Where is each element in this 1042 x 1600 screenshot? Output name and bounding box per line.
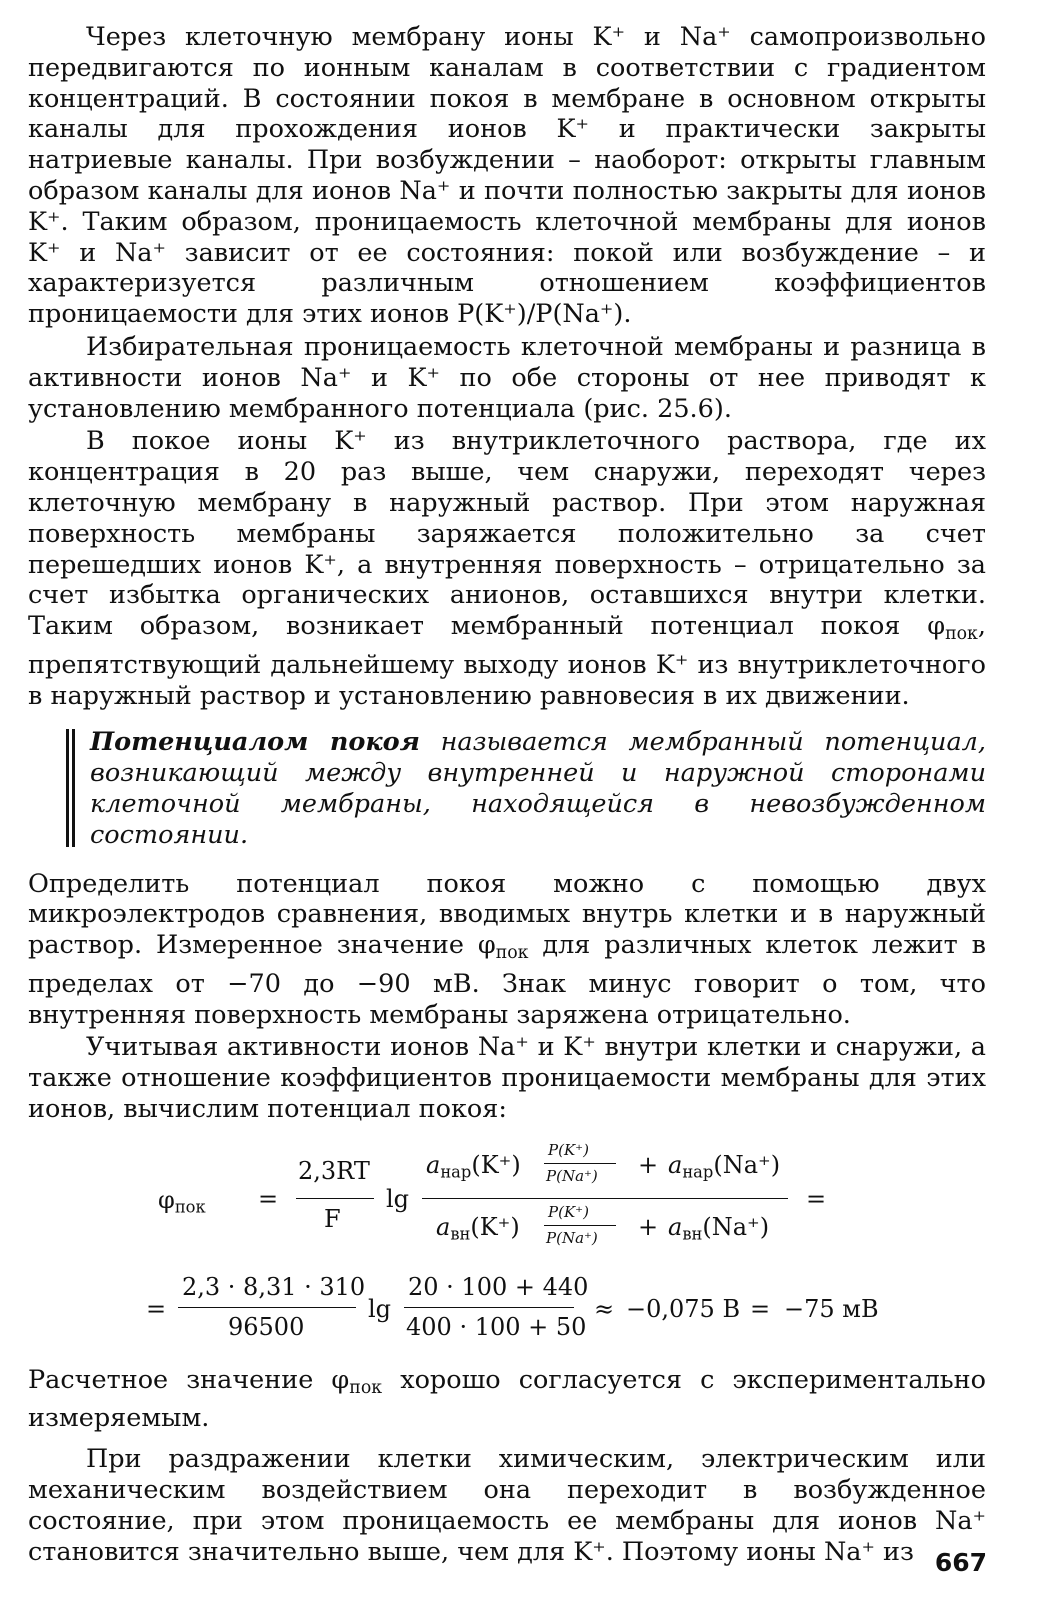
coef-denominator: F bbox=[324, 1204, 341, 1233]
formula-general bbox=[28, 1141, 986, 1259]
text-span: Определить потенциал покоя можно с помощью двух микроэлектродов сравнения, вводимых внутрь клетки и в наружный раствор. Измеренное значение φ bbox=[28, 868, 986, 961]
definition-term: Потенциалом покоя bbox=[90, 727, 420, 758]
definition-marker-bar bbox=[66, 729, 75, 847]
subscript-pok: пок bbox=[495, 943, 529, 963]
paragraph-agreement bbox=[28, 1365, 986, 1434]
denominator-term-na: $a_{вн}(Na^+)$ bbox=[668, 1212, 770, 1244]
formula-equals-end: = bbox=[806, 1184, 827, 1213]
paragraph-resting-state bbox=[28, 426, 986, 711]
main-fraction-line bbox=[422, 1198, 788, 1199]
plus-bottom: + bbox=[638, 1212, 659, 1241]
numeric-lg: lg bbox=[368, 1294, 392, 1323]
approx-sign: ≈ bbox=[594, 1294, 615, 1323]
numerator-term-na: $a_{нар}(Na^+)$ bbox=[668, 1150, 781, 1182]
text-span: хорошо согласуется с экспериментально измеряемым. bbox=[28, 1364, 986, 1434]
numeric-coef-denominator: 96500 bbox=[228, 1312, 305, 1341]
ratio-num-top: P(K⁺) bbox=[548, 1140, 589, 1159]
denominator-term-k: $a_{вн}(K^+)$ bbox=[436, 1212, 520, 1244]
numerator-term-k: $a_{нар}(K^+)$ bbox=[426, 1150, 521, 1182]
definition-text: называется мембранный потенциал, возникающий между внутренней и наружной сторонами клеточной мембраны, находящейся в невозбужденном состоянии. bbox=[90, 727, 987, 850]
coef-fraction-line bbox=[296, 1198, 374, 1199]
paragraph-ion-channels: Через клеточную мембрану ионы K⁺ и Na⁺ самопроизвольно передвигаются по ионным каналам в соответствии с градиентом концентраций. В состоянии покоя в мембране в основном открыты каналы для прохождения ионов K⁺ и практически закрыты натриевые каналы. При возбуждении – наоборот: открыты главным образом каналы для ионов Na⁺ и почти полностью закрыты для ионов K⁺. Таким образом, проницаемость клеточной мембраны для ионов K⁺ и Na⁺ зависит от ее состояния: покой или возбуждение – и характеризуется различным отношением коэффициентов проницаемости для этих ионов P(K⁺)/P(Na⁺). bbox=[28, 22, 986, 330]
paragraph-calculation-intro: Учитывая активности ионов Na⁺ и K⁺ внутри клетки и снаружи, а также отношение коэффициентов проницаемости мембраны для этих ионов, вычислим потенциал покоя: bbox=[28, 1032, 986, 1124]
page-number: 667 bbox=[934, 1548, 987, 1577]
numeric-numerator: 20 · 100 + 440 bbox=[408, 1272, 589, 1301]
ratio-den-bottom: P(Na⁺) bbox=[546, 1228, 598, 1247]
ratio-den-top: P(Na⁺) bbox=[546, 1166, 598, 1185]
paragraph-excitation: При раздражении клетки химическим, электрическим или механическим воздействием она переходит в возбужденное состояние, при этом проницаемость ее мембраны для ионов Na⁺ становится значительно выше, чем для K⁺. Поэтому ионы Na⁺ из bbox=[28, 1444, 986, 1567]
ratio-num-bottom: P(K⁺) bbox=[548, 1202, 589, 1221]
formula-numeric bbox=[28, 1273, 986, 1345]
numeric-equals: = bbox=[146, 1294, 167, 1323]
text-span: Расчетное значение φ bbox=[28, 1364, 350, 1395]
paragraph-measurement bbox=[28, 869, 986, 1031]
definition-block bbox=[90, 727, 986, 850]
coef-numerator: 2,3RT bbox=[298, 1156, 370, 1185]
ratio-line-top bbox=[544, 1163, 616, 1164]
formula-equals: = bbox=[258, 1184, 279, 1213]
formula-lg: lg bbox=[386, 1184, 410, 1213]
numeric-coef-numerator: 2,3 · 8,31 · 310 bbox=[182, 1272, 366, 1301]
plus-top: + bbox=[638, 1150, 659, 1179]
text-span: В покое ионы K⁺ из внутриклеточного раствора, где их концентрация в 20 раз выше, чем снаружи, переходят через клеточную мембрану в наружный раствор. При этом наружная поверхность мембраны заряжается положительно за счет перешедших ионов K⁺, а внутренняя поверхность – отрицательно за счет избытка органических анионов, оставшихся внутри клетки. Таким образом, возникает мембранный потенциал покоя φ bbox=[28, 426, 986, 642]
ratio-line-bottom bbox=[544, 1225, 616, 1226]
subscript-pok: пок bbox=[349, 1377, 383, 1398]
paragraph-selective-permeability: Избирательная проницаемость клеточной мембраны и разница в активности ионов Na⁺ и K⁺ по обе стороны от нее приводят к установлению мембранного потенциала (рис. 25.6). bbox=[28, 331, 986, 424]
formula-phi: $\varphi_{пок}$ bbox=[158, 1185, 206, 1217]
numeric-coef-line bbox=[178, 1307, 356, 1308]
result-volts: −0,075 В bbox=[626, 1294, 741, 1323]
text-span: , препятствующий дальнейшему выходу ионов K⁺ из внутриклеточного в наружный раствор и установлению равновесия в их движении. bbox=[28, 611, 986, 711]
result-equals: = bbox=[750, 1294, 771, 1323]
result-millivolts: −75 мВ bbox=[784, 1294, 879, 1323]
numeric-denominator: 400 · 100 + 50 bbox=[406, 1312, 587, 1341]
subscript-pok: пок bbox=[945, 623, 978, 644]
text-span: для различных клеток лежит в пределах от −70 до −90 мВ. Знак минус говорит о том, что внутренняя поверхность мембраны заряжена отрицательно. bbox=[28, 930, 986, 1030]
numeric-main-line bbox=[404, 1307, 574, 1308]
